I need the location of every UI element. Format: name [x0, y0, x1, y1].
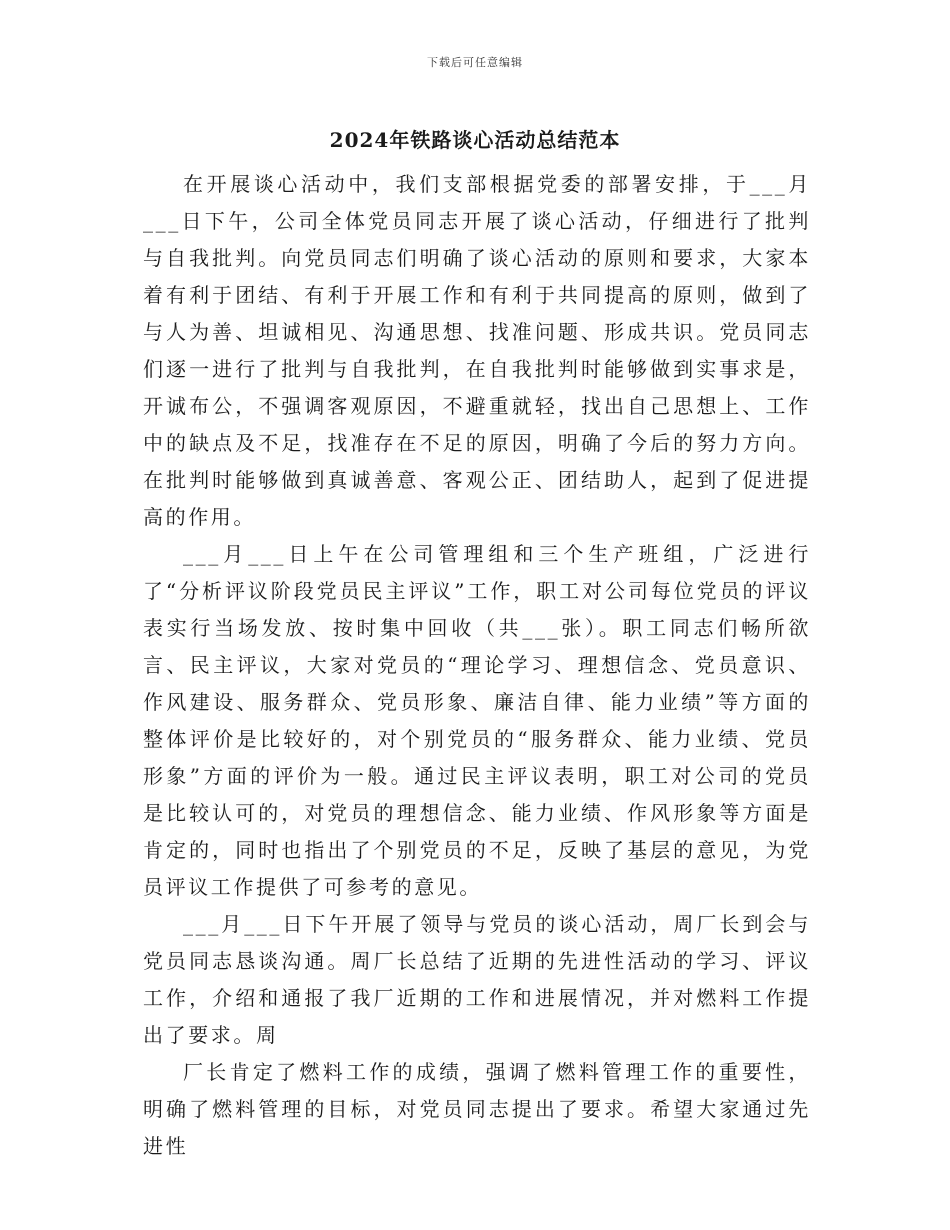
- paragraph-2: ___月___日上午在公司管理组和三个生产班组，广泛进行了“分析评议阶段党员民主评议”工作，职工对公司每位党员的评议表实行当场发放、按时集中回收（共___张）。职工同志们畅所欲言、民主评议，大家对党员的“理论学习、理想信念、党员意识、作风建设、服务群众、党员形象、廉洁自律、能力业绩”等方面的整体评价是比较好的，对个别党员的“服务群众、能力业绩、党员形象”方面的评价为一般。通过民主评议表明，职工对公司的党员是比较认可的，对党员的理想信念、能力业绩、作风形象等方面是肯定的，同时也指出了个别党员的不足，反映了基层的意见，为党员评议工作提供了可参考的意见。: [143, 542, 811, 899]
- paragraph-1: 在开展谈心活动中，我们支部根据党委的部署安排，于___月___日下午，公司全体党员同志开展了谈心活动，仔细进行了批判与自我批判。向党员同志们明确了谈心活动的原则和要求，大家本着有利于团结、有利于开展工作和有利于共同提高的原则，做到了与人为善、坦诚相见、沟通思想、找准问题、形成共识。党员同志们逐一进行了批判与自我批判，在自我批判时能够做到实事求是，开诚布公，不强调客观原因，不避重就轻，找出自己思想上、工作中的缺点及不足，找准存在不足的原因，明确了今后的努力方向。在批判时能够做到真诚善意、客观公正、团结助人，起到了促进提高的作用。: [143, 172, 811, 529]
- paragraph-3: ___月___日下午开展了领导与党员的谈心活动，周厂长到会与党员同志恳谈沟通。周厂长总结了近期的先进性活动的学习、评议工作，介绍和通报了我厂近期的工作和进展情况，并对燃料工作提出了要求。周: [143, 912, 811, 1047]
- document-title: 2024年铁路谈心活动总结范本: [329, 128, 621, 152]
- paragraph-4: 厂长肯定了燃料工作的成绩，强调了燃料管理工作的重要性，明确了燃料管理的目标，对党员同志提出了要求。希望大家通过先进性: [143, 1060, 811, 1158]
- page-header-note: 下载后可任意编辑: [427, 56, 523, 69]
- document-body: [143, 166, 811, 1165]
